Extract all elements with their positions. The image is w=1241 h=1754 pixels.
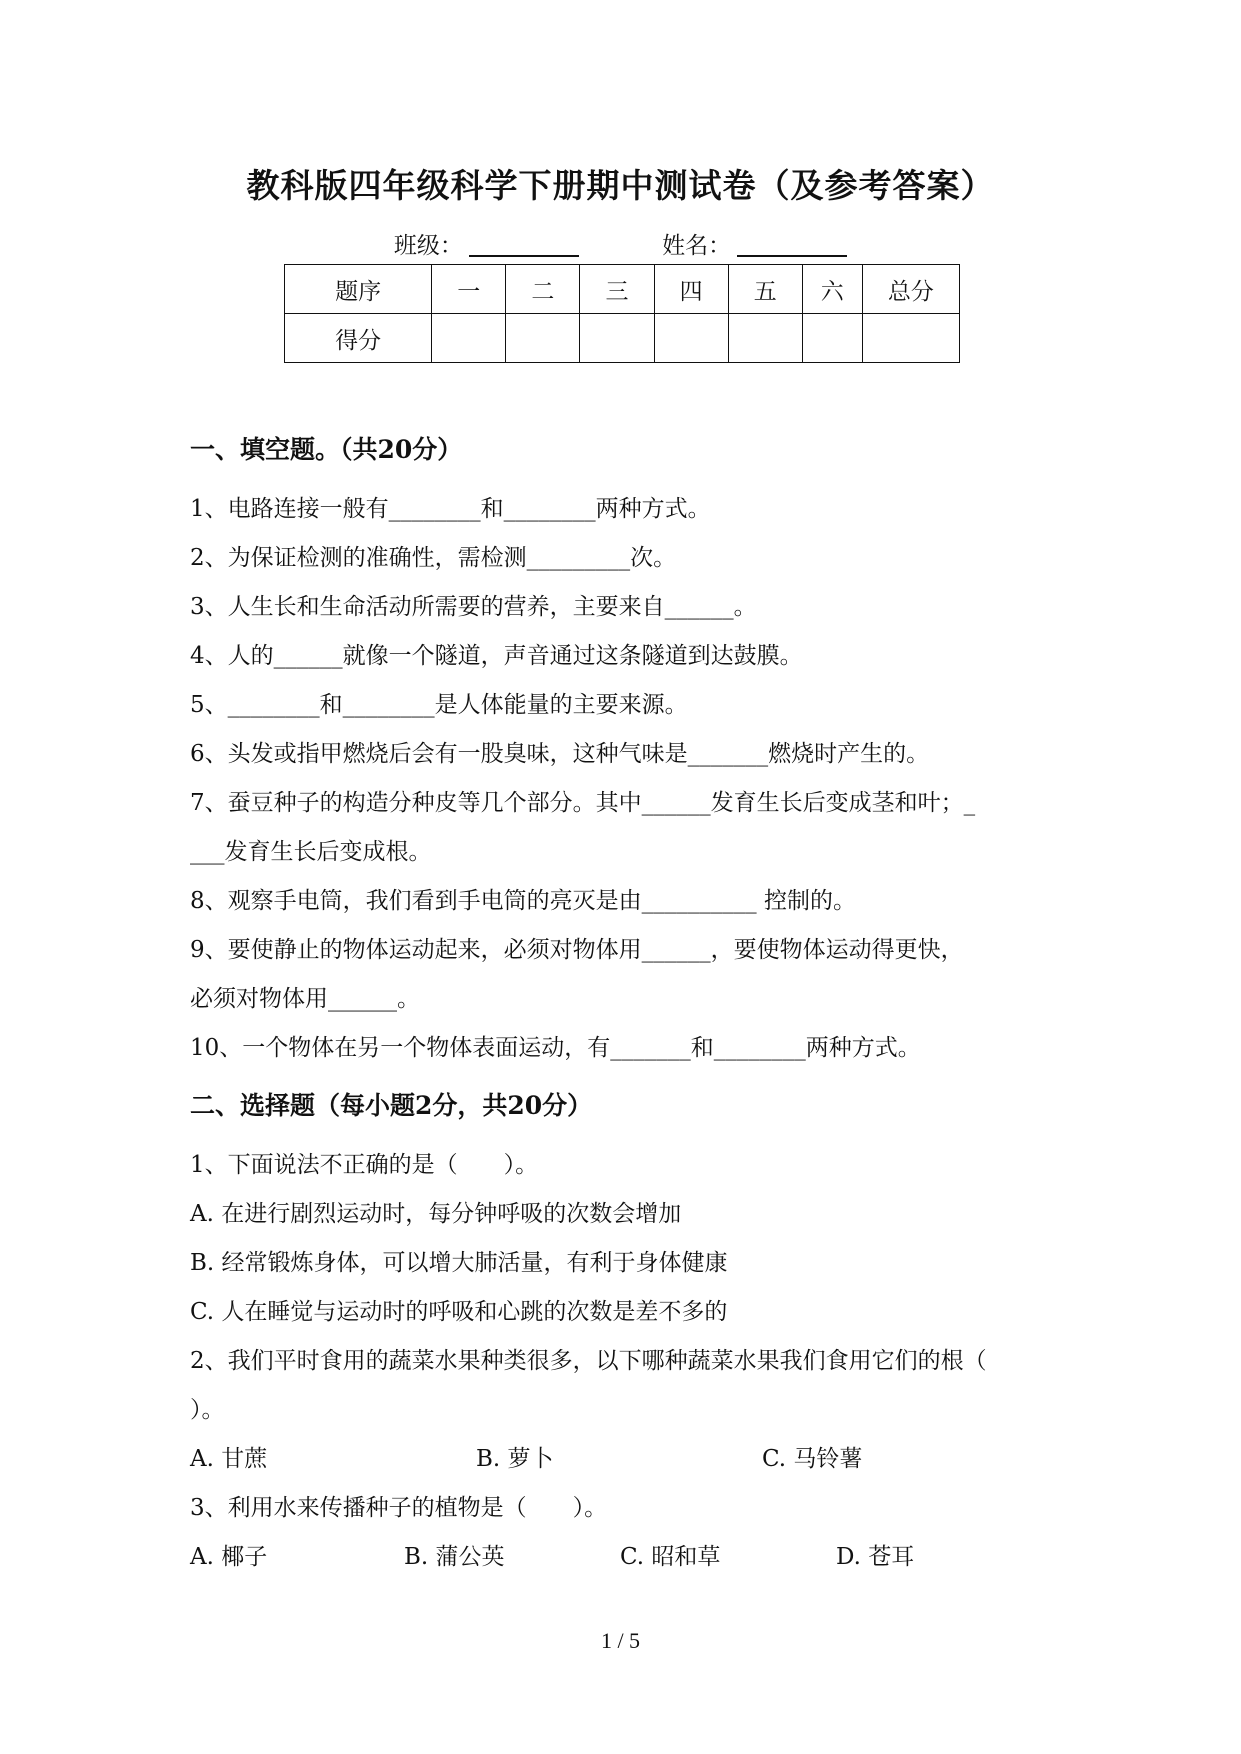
q3-option[interactable]: D. 苍耳 bbox=[836, 1544, 915, 1570]
q1-stem: 1、下面说法不正确的是（ ）。 bbox=[190, 1152, 539, 1178]
q1-option[interactable]: C. 人在睡觉与运动时的呼吸和心跳的次数是差不多的 bbox=[190, 1299, 728, 1325]
question-line: 9、要使静止的物体运动起来，必须对物体用______，要使物体运动得更快， bbox=[190, 937, 964, 963]
score-header-cell: 二 bbox=[506, 265, 580, 314]
question-line: 3、人生长和生命活动所需要的营养，主要来自______。 bbox=[190, 594, 757, 620]
q3-option[interactable]: B. 蒲公英 bbox=[404, 1544, 505, 1570]
question-line: 8、观察手电筒，我们看到手电筒的亮灭是由__________ 控制的。 bbox=[190, 888, 856, 914]
section1-heading: 一、填空题。（共20分） bbox=[190, 435, 463, 464]
q2-option[interactable]: A. 甘蔗 bbox=[190, 1446, 268, 1472]
q2-option[interactable]: B. 萝卜 bbox=[476, 1446, 554, 1472]
name-label: 姓名： bbox=[662, 233, 732, 259]
score-table-score-row bbox=[285, 314, 960, 363]
score-cell[interactable] bbox=[506, 314, 580, 363]
name-blank[interactable] bbox=[737, 255, 847, 257]
score-cell[interactable] bbox=[728, 314, 802, 363]
question-line: 4、人的______就像一个隧道，声音通过这条隧道到达鼓膜。 bbox=[190, 643, 803, 669]
question-line: 1、电路连接一般有________和________两种方式。 bbox=[190, 496, 711, 522]
page-number: 1 / 5 bbox=[600, 1628, 641, 1653]
score-cell[interactable] bbox=[862, 314, 959, 363]
score-cell[interactable] bbox=[654, 314, 728, 363]
score-header-cell: 总分 bbox=[862, 265, 959, 314]
score-header-cell: 六 bbox=[802, 265, 862, 314]
section2-heading: 二、选择题（每小题2分，共20分） bbox=[190, 1091, 593, 1120]
exam-title: 教科版四年级科学下册期中测试卷（及参考答案） bbox=[246, 166, 995, 205]
score-header-cell: 一 bbox=[432, 265, 506, 314]
score-header-cell: 题序 bbox=[285, 265, 432, 314]
q3-stem: 3、利用水来传播种子的植物是（ ）。 bbox=[190, 1495, 608, 1521]
q2-stem-cont: ）。 bbox=[190, 1397, 225, 1423]
question-line: 7、蚕豆种子的构造分种皮等几个部分。其中______发育生长后变成茎和叶；_ bbox=[190, 790, 976, 816]
question-line: ___发育生长后变成根。 bbox=[190, 839, 432, 865]
q1-option[interactable]: A. 在进行剧烈运动时，每分钟呼吸的次数会增加 bbox=[190, 1201, 682, 1227]
question-line: 必须对物体用______。 bbox=[190, 986, 420, 1012]
q2-option[interactable]: C. 马铃薯 bbox=[762, 1446, 863, 1472]
class-blank[interactable] bbox=[469, 255, 579, 257]
class-label: 班级： bbox=[393, 233, 463, 259]
question-line: 5、________和________是人体能量的主要来源。 bbox=[190, 692, 688, 718]
score-table bbox=[284, 264, 960, 363]
question-line: 10、一个物体在另一个物体表面运动，有_______和________两种方式。 bbox=[190, 1035, 921, 1061]
score-table-header-row bbox=[285, 265, 960, 314]
q3-option[interactable]: A. 椰子 bbox=[190, 1544, 268, 1570]
class-field bbox=[394, 227, 579, 260]
name-field bbox=[662, 227, 847, 260]
score-cell[interactable] bbox=[802, 314, 862, 363]
score-cell[interactable] bbox=[580, 314, 654, 363]
score-header-cell: 三 bbox=[580, 265, 654, 314]
question-line: 2、为保证检测的准确性，需检测_________次。 bbox=[190, 545, 677, 571]
q1-option[interactable]: B. 经常锻炼身体，可以增大肺活量，有利于身体健康 bbox=[190, 1250, 728, 1276]
student-info bbox=[0, 227, 1241, 260]
score-cell[interactable] bbox=[432, 314, 506, 363]
q3-option[interactable]: C. 昭和草 bbox=[620, 1544, 721, 1570]
score-header-cell: 五 bbox=[728, 265, 802, 314]
score-row-label: 得分 bbox=[285, 314, 432, 363]
question-line: 6、头发或指甲燃烧后会有一股臭味，这种气味是_______燃烧时产生的。 bbox=[190, 741, 930, 767]
q2-stem: 2、我们平时食用的蔬菜水果种类很多，以下哪种蔬菜水果我们食用它们的根（ bbox=[190, 1348, 987, 1374]
score-header-cell: 四 bbox=[654, 265, 728, 314]
